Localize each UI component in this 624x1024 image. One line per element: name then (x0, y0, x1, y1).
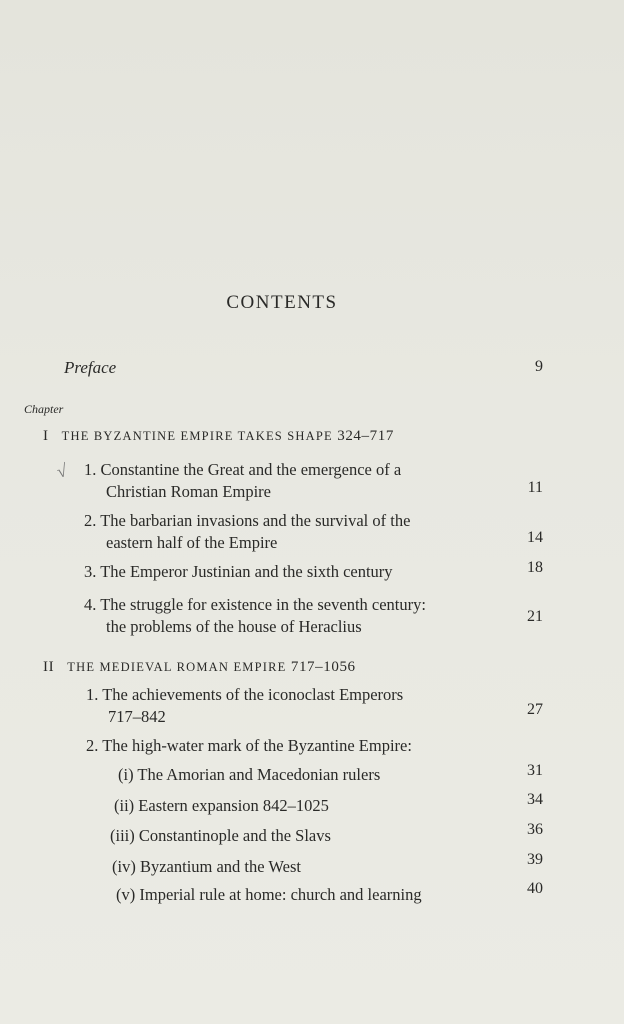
section-title-line-1: The barbarian invasions and the survival of the (100, 511, 411, 530)
section-title-line-2: Christian Roman Empire (106, 482, 271, 501)
section-title-line-1: The Emperor Justinian and the sixth century (100, 562, 393, 581)
toc-entry (86, 684, 403, 728)
subsection-number: (ii) (114, 796, 135, 815)
subsection-title: Eastern expansion 842–1025 (138, 796, 329, 815)
subsection-number: (v) (116, 885, 136, 904)
subsection-page-number: 39 (527, 851, 543, 868)
subsection-title: Constantinople and the Slavs (138, 826, 331, 845)
toc-subentry (114, 796, 329, 816)
section-title-line-2: eastern half of the Empire (106, 533, 278, 552)
section-number: 1. (86, 685, 99, 704)
toc-entry (86, 735, 412, 757)
section-page-number: 27 (527, 701, 543, 718)
subsection-title: The Amorian and Macedonian rulers (137, 765, 381, 784)
section-page-number: 11 (527, 479, 543, 496)
section-title-line-1: The achievements of the iconoclast Emperors (102, 685, 404, 704)
subsection-page-number: 36 (527, 821, 543, 838)
preface-page-number: 9 (535, 358, 543, 375)
toc-subentry (110, 826, 331, 846)
page-title: CONTENTS (226, 292, 338, 313)
subsection-title: Byzantium and the West (139, 857, 301, 876)
toc-entry (84, 561, 393, 583)
section-page-number: 18 (527, 559, 543, 576)
section-title-line-1: Constantine the Great and the emergence of a (100, 460, 402, 479)
toc-entry (84, 594, 426, 638)
section-title-line-2: 717–842 (108, 707, 166, 726)
chapter-title: THE MEDIEVAL ROMAN EMPIRE (67, 660, 287, 674)
subsection-number: (iii) (110, 826, 135, 845)
section-title-line-1: The high-water mark of the Byzantine Empire: (102, 736, 412, 755)
chapter-numeral: I (43, 428, 49, 444)
chapter-numeral: II (43, 659, 55, 675)
toc-entry (84, 510, 410, 554)
chapter-heading-2 (43, 659, 356, 676)
preface-label: Preface (64, 358, 117, 377)
section-number: 1. (84, 460, 97, 479)
subsection-number: (iv) (112, 857, 136, 876)
subsection-page-number: 34 (527, 791, 543, 808)
subsection-title: Imperial rule at home: church and learning (139, 885, 422, 904)
chapter-dates: 324–717 (337, 428, 394, 444)
toc-subentry (112, 857, 301, 877)
handwritten-check-mark: √ (54, 460, 69, 482)
chapter-heading-1 (43, 428, 394, 445)
section-number: 2. (84, 511, 97, 530)
subsection-number: (i) (118, 765, 134, 784)
subsection-page-number: 31 (527, 762, 543, 779)
subsection-page-number: 40 (527, 880, 543, 897)
toc-entry (84, 459, 401, 503)
section-page-number: 21 (527, 608, 543, 625)
section-number: 2. (86, 736, 99, 755)
section-number: 4. (84, 595, 97, 614)
toc-subentry (118, 765, 380, 785)
section-title-line-2: the problems of the house of Heraclius (106, 617, 362, 636)
toc-subentry (116, 885, 422, 905)
section-title-line-1: The struggle for existence in the seventh century: (100, 595, 426, 614)
section-number: 3. (84, 562, 97, 581)
chapter-dates: 717–1056 (290, 659, 356, 675)
section-page-number: 14 (527, 529, 543, 546)
chapter-title: THE BYZANTINE EMPIRE TAKES SHAPE (61, 429, 333, 443)
chapter-column-label: Chapter (24, 402, 64, 416)
